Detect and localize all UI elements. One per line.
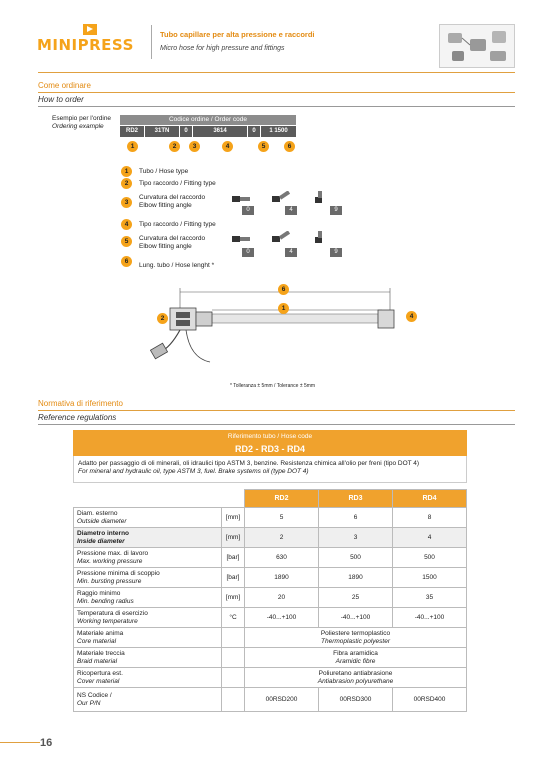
angle-badge: 0 — [242, 248, 254, 257]
section-rule — [38, 92, 515, 93]
table-row — [74, 588, 467, 608]
value-cell: 00RSD400 — [393, 688, 467, 712]
code-cell: 0 — [180, 126, 192, 137]
label-en: Max. working pressure — [77, 557, 143, 565]
legend-text: Tubo / Hose type — [139, 168, 189, 175]
label-en: Inside diameter — [77, 537, 125, 545]
label-it: Raggio minimo — [77, 589, 121, 597]
empty-cell — [222, 490, 245, 508]
table-header-row — [74, 490, 467, 508]
value-cell: 500 — [319, 548, 393, 568]
label-en: Outside diameter — [77, 517, 127, 525]
legend-text — [139, 235, 205, 251]
unit-cell — [222, 628, 245, 648]
value-cell: 5 — [245, 508, 319, 528]
page-number-rule — [0, 742, 40, 743]
description-en: For mineral and hydraulic oil, type ASTM 3, fuel. Brake systems oil (type DOT 4) — [78, 468, 309, 475]
table-description — [73, 456, 467, 483]
angle-badge: 9 — [330, 248, 342, 257]
value-cell: 4 — [393, 528, 467, 548]
code-cell: 1 1500 — [261, 126, 296, 137]
table-row — [74, 668, 467, 688]
hose-assembly-drawing — [150, 278, 430, 374]
value-cell: 2 — [245, 528, 319, 548]
angle-badge: 9 — [330, 206, 342, 215]
page-title-en: Micro hose for high pressure and fittings — [160, 45, 285, 52]
row-label — [74, 608, 222, 628]
code-number-badge: 4 — [222, 141, 233, 152]
legend-text: Lung. tubo / Hose lenght * — [139, 262, 215, 269]
value-cell: 1500 — [393, 568, 467, 588]
legend-line: Elbow fitting angle — [139, 202, 192, 209]
column-header: RD3 — [319, 490, 393, 508]
unit-cell: [bar] — [222, 568, 245, 588]
label-en: Our P/N — [77, 699, 101, 707]
label-en: Working temperature — [77, 617, 138, 625]
code-number-badge: 1 — [127, 141, 138, 152]
value-en: Antiabrasion polyurethane — [317, 677, 394, 685]
angle-badge: 0 — [242, 206, 254, 215]
code-number-badge: 2 — [169, 141, 180, 152]
page-title-it: Tubo capillare per alta pressione e raccordi — [160, 30, 315, 39]
unit-cell — [222, 668, 245, 688]
code-number-badge: 5 — [258, 141, 269, 152]
row-label — [74, 628, 222, 648]
row-label — [74, 528, 222, 548]
row-label — [74, 508, 222, 528]
code-cell: 0 — [248, 126, 260, 137]
code-cell: 3614 — [193, 126, 247, 137]
unit-cell — [222, 648, 245, 668]
empty-cell — [74, 490, 222, 508]
diagram-callout: 1 — [278, 303, 289, 314]
label-en: Min. bending radius — [77, 597, 134, 605]
value-cell: 630 — [245, 548, 319, 568]
section-title-order-en: How to order — [38, 95, 84, 104]
column-header: RD2 — [245, 490, 319, 508]
value-cell: 6 — [319, 508, 393, 528]
unit-cell — [222, 688, 245, 712]
row-label — [74, 668, 222, 688]
diagram-callout: 6 — [278, 284, 289, 295]
table-row — [74, 528, 467, 548]
value-cell: 20 — [245, 588, 319, 608]
code-cell: 31TN — [145, 126, 179, 137]
minipress-logo — [37, 22, 137, 52]
row-label — [74, 648, 222, 668]
label-en: Core material — [77, 637, 117, 645]
value-cell: 1890 — [319, 568, 393, 588]
column-header: RD4 — [393, 490, 467, 508]
value-cell: -40...+100 — [319, 608, 393, 628]
value-cell: 1890 — [245, 568, 319, 588]
order-code-row — [120, 126, 296, 137]
table-title: Riferimento tubo / Hose code — [73, 430, 467, 443]
section-title-order-it: Come ordinare — [38, 81, 91, 90]
value-it: Poliuretano antiabrasione — [318, 669, 393, 677]
value-en: Aramidic fibre — [335, 657, 376, 665]
legend-number: 5 — [121, 236, 132, 247]
header-rule — [38, 72, 515, 73]
code-cell: RD2 — [120, 126, 144, 137]
section-rule — [38, 106, 515, 107]
table-row — [74, 608, 467, 628]
table-row — [74, 628, 467, 648]
label-en: Braid material — [77, 657, 118, 665]
unit-cell: [mm] — [222, 528, 245, 548]
value-cell: -40...+100 — [245, 608, 319, 628]
label-it: Diam. esterno — [77, 509, 118, 517]
section-rule — [38, 424, 515, 425]
table-row — [74, 508, 467, 528]
unit-cell: [bar] — [222, 548, 245, 568]
section-title-reg-en: Reference regulations — [38, 413, 117, 422]
ordering-example-label — [52, 115, 111, 131]
table-row — [74, 548, 467, 568]
example-label-it: Esempio per l'ordine — [52, 115, 112, 122]
section-rule — [38, 410, 515, 411]
value-cell: 25 — [319, 588, 393, 608]
code-number-badge: 3 — [189, 141, 200, 152]
row-label — [74, 548, 222, 568]
merged-value-cell — [245, 668, 467, 688]
label-it: Materiale treccia — [77, 649, 125, 657]
legend-line: Elbow fitting angle — [139, 243, 192, 250]
legend-line: Curvatura del raccordo — [139, 194, 206, 201]
label-it: Temperatura di esercizio — [77, 609, 148, 617]
value-cell: 35 — [393, 588, 467, 608]
table-codes: RD2 - RD3 - RD4 — [73, 443, 467, 456]
angle-badge: 4 — [285, 248, 297, 257]
value-cell: 500 — [393, 548, 467, 568]
legend-text: Tipo raccordo / Fitting type — [139, 180, 216, 187]
label-it: Pressione max. di lavoro — [77, 549, 149, 557]
legend-number: 1 — [121, 166, 132, 177]
table-row — [74, 688, 467, 712]
angle-badge: 4 — [285, 206, 297, 215]
table-row — [74, 568, 467, 588]
value-cell: 3 — [319, 528, 393, 548]
order-code-header: Codice ordine / Order code — [120, 115, 296, 125]
diagram-callout: 4 — [406, 311, 417, 322]
value-cell: 00RSD200 — [245, 688, 319, 712]
spec-grid — [73, 489, 467, 712]
unit-cell: [mm] — [222, 508, 245, 528]
value-cell: 00RSD300 — [319, 688, 393, 712]
description-it: Adatto per passaggio di oli minerali, oli idraulici tipo ASTM 3, benzine. Resistenza chimica all'olio per freni (tipo DOT 4) — [78, 460, 420, 467]
order-code-box — [120, 115, 296, 137]
header-divider — [151, 25, 152, 59]
hose-spec-table — [73, 430, 467, 712]
legend-number: 2 — [121, 178, 132, 189]
value-it: Poliestere termoplastico — [320, 629, 391, 637]
value-cell: -40...+100 — [393, 608, 467, 628]
unit-cell: [mm] — [222, 588, 245, 608]
legend-line: Curvatura del raccordo — [139, 235, 206, 242]
label-it: Ricopertura est. — [77, 669, 123, 677]
row-label — [74, 568, 222, 588]
label-it: Materiale anima — [77, 629, 124, 637]
legend-number: 4 — [121, 219, 132, 230]
value-en: Thermoplastic polyester — [321, 637, 390, 645]
label-it: Diametro interno — [77, 529, 130, 537]
legend-text — [139, 194, 205, 210]
page-number: 16 — [40, 737, 53, 749]
code-number-badge: 6 — [284, 141, 295, 152]
legend-text: Tipo raccordo / Fitting type — [139, 221, 216, 228]
label-it: NS Codice / — [77, 691, 112, 699]
unit-cell: °C — [222, 608, 245, 628]
merged-value-cell — [245, 628, 467, 648]
row-label — [74, 688, 222, 712]
row-label — [74, 588, 222, 608]
merged-value-cell — [245, 648, 467, 668]
legend-number: 3 — [121, 197, 132, 208]
value-cell: 8 — [393, 508, 467, 528]
diagram-callout: 2 — [157, 313, 168, 324]
value-it: Fibra aramidica — [333, 649, 378, 657]
table-row — [74, 648, 467, 668]
legend-number: 6 — [121, 256, 132, 267]
play-icon — [83, 24, 97, 35]
label-it: Pressione minima di scoppio — [77, 569, 160, 577]
fittings-photo — [439, 24, 515, 68]
example-label-en: Ordering example — [52, 123, 104, 130]
section-title-reg-it: Normativa di riferimento — [38, 399, 123, 408]
logo-text: MINIPRESS — [37, 36, 134, 54]
label-en: Min. bursting pressure — [77, 577, 142, 585]
label-en: Cover material — [77, 677, 120, 685]
tolerance-note: * Tolleranza ± 5mm / Tolerance ± 5mm — [230, 383, 316, 389]
